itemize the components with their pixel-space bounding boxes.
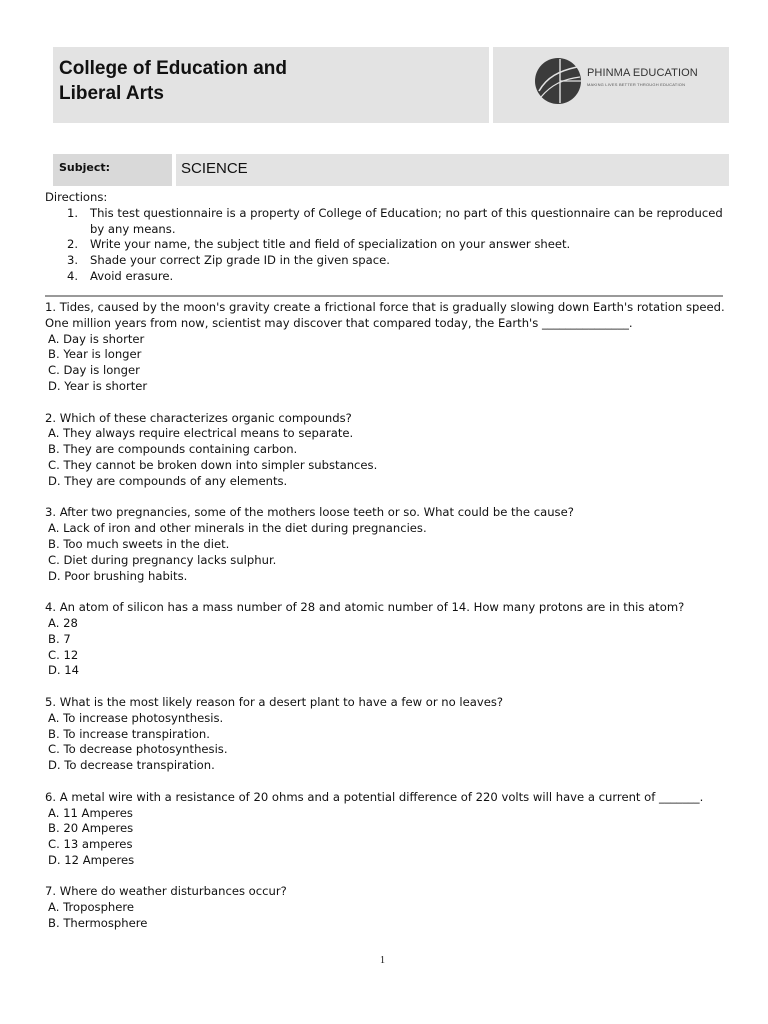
directions-item-number: 3. bbox=[67, 253, 79, 268]
logo-tagline: MAKING LIVES BETTER THROUGH EDUCATION bbox=[587, 82, 686, 87]
directions-title: Directions: bbox=[45, 190, 108, 204]
question-option: C. 13 amperes bbox=[48, 837, 133, 852]
question-6 bbox=[45, 790, 735, 869]
question-option: D. 14 bbox=[48, 663, 80, 678]
question-option: B. They are compounds containing carbon. bbox=[48, 442, 298, 457]
logo-name: PHINMA EDUCATION bbox=[587, 67, 698, 79]
question-option: B. 20 Amperes bbox=[48, 821, 134, 836]
college-title-line2: Liberal Arts bbox=[59, 83, 164, 104]
directions-list bbox=[45, 206, 735, 285]
question-stem: 6. A metal wire with a resistance of 20 ohms and a potential difference of 220 volts will have a current of _______. bbox=[45, 789, 704, 804]
questions-section bbox=[45, 300, 735, 948]
question-option: A. Day is shorter bbox=[48, 331, 145, 346]
question-stem: 3. After two pregnancies, some of the mothers loose teeth or so. What could be the cause? bbox=[45, 505, 574, 520]
question-option: C. Day is longer bbox=[48, 363, 140, 378]
subject-value-box bbox=[176, 154, 729, 186]
directions-item bbox=[45, 253, 735, 269]
question-7 bbox=[45, 884, 735, 931]
question-option: B. Thermosphere bbox=[48, 916, 148, 931]
college-title-line1: College of Education and bbox=[59, 58, 288, 79]
question-stem: 5. What is the most likely reason for a desert plant to have a few or no leaves? bbox=[45, 694, 504, 709]
question-option: B. Too much sweets in the diet. bbox=[48, 536, 230, 551]
question-option: A. Lack of iron and other minerals in the diet during pregnancies. bbox=[48, 521, 427, 536]
directions-item-text: Avoid erasure. bbox=[90, 268, 174, 283]
question-option: D. To decrease transpiration. bbox=[48, 758, 215, 773]
question-2 bbox=[45, 411, 735, 490]
question-option: A. To increase photosynthesis. bbox=[48, 710, 224, 725]
question-stem: 7. Where do weather disturbances occur? bbox=[45, 884, 287, 899]
subject-value: SCIENCE bbox=[181, 160, 248, 177]
question-option: D. They are compounds of any elements. bbox=[48, 473, 288, 488]
phinma-logo bbox=[533, 53, 698, 109]
directions-item-text: This test questionnaire is a property of College of Education; no part of this questionnaire can be reproduced by any means. bbox=[90, 205, 723, 236]
directions-item-text: Write your name, the subject title and field of specialization on your answer sheet. bbox=[90, 237, 571, 252]
directions-item bbox=[45, 237, 735, 253]
question-option: A. They always require electrical means to separate. bbox=[48, 426, 354, 441]
question-option: D. Poor brushing habits. bbox=[48, 568, 188, 583]
question-option: A. 28 bbox=[48, 615, 78, 630]
question-option: A. 11 Amperes bbox=[48, 805, 133, 820]
directions-section bbox=[45, 190, 735, 285]
question-4 bbox=[45, 600, 735, 679]
question-option: B. To increase transpiration. bbox=[48, 726, 210, 741]
subject-label: Subject: bbox=[59, 161, 111, 174]
question-stem: 1. Tides, caused by the moon's gravity create a frictional force that is gradually slowing down Earth's rotation speed. One million years from now, scientist may discover that compared today, the Earth's _______________. bbox=[45, 300, 725, 330]
question-option: D. 12 Amperes bbox=[48, 852, 135, 867]
question-option: C. 12 bbox=[48, 647, 79, 662]
college-title bbox=[59, 56, 287, 106]
page-number: 1 bbox=[380, 955, 385, 966]
directions-item bbox=[45, 269, 735, 285]
question-3 bbox=[45, 505, 735, 584]
question-1 bbox=[45, 300, 735, 395]
section-divider bbox=[45, 295, 723, 297]
question-option: D. Year is shorter bbox=[48, 378, 148, 393]
question-option: C. They cannot be broken down into simpler substances. bbox=[48, 457, 378, 472]
question-option: C. Diet during pregnancy lacks sulphur. bbox=[48, 552, 277, 567]
header-divider bbox=[489, 47, 493, 123]
question-option: C. To decrease photosynthesis. bbox=[48, 742, 228, 757]
question-option: A. Troposphere bbox=[48, 900, 135, 915]
question-stem: 2. Which of these characterizes organic compounds? bbox=[45, 410, 352, 425]
directions-item-number: 2. bbox=[67, 237, 79, 252]
question-5 bbox=[45, 695, 735, 774]
question-option: B. 7 bbox=[48, 631, 71, 646]
directions-item-number: 1. bbox=[67, 205, 79, 220]
directions-item-text: Shade your correct Zip grade ID in the given space. bbox=[90, 253, 390, 268]
directions-item bbox=[45, 206, 735, 238]
phinma-logo-icon bbox=[533, 53, 583, 109]
directions-item-number: 4. bbox=[67, 268, 79, 283]
question-option: B. Year is longer bbox=[48, 347, 142, 362]
question-stem: 4. An atom of silicon has a mass number of 28 and atomic number of 14. How many protons are in this atom? bbox=[45, 600, 685, 615]
